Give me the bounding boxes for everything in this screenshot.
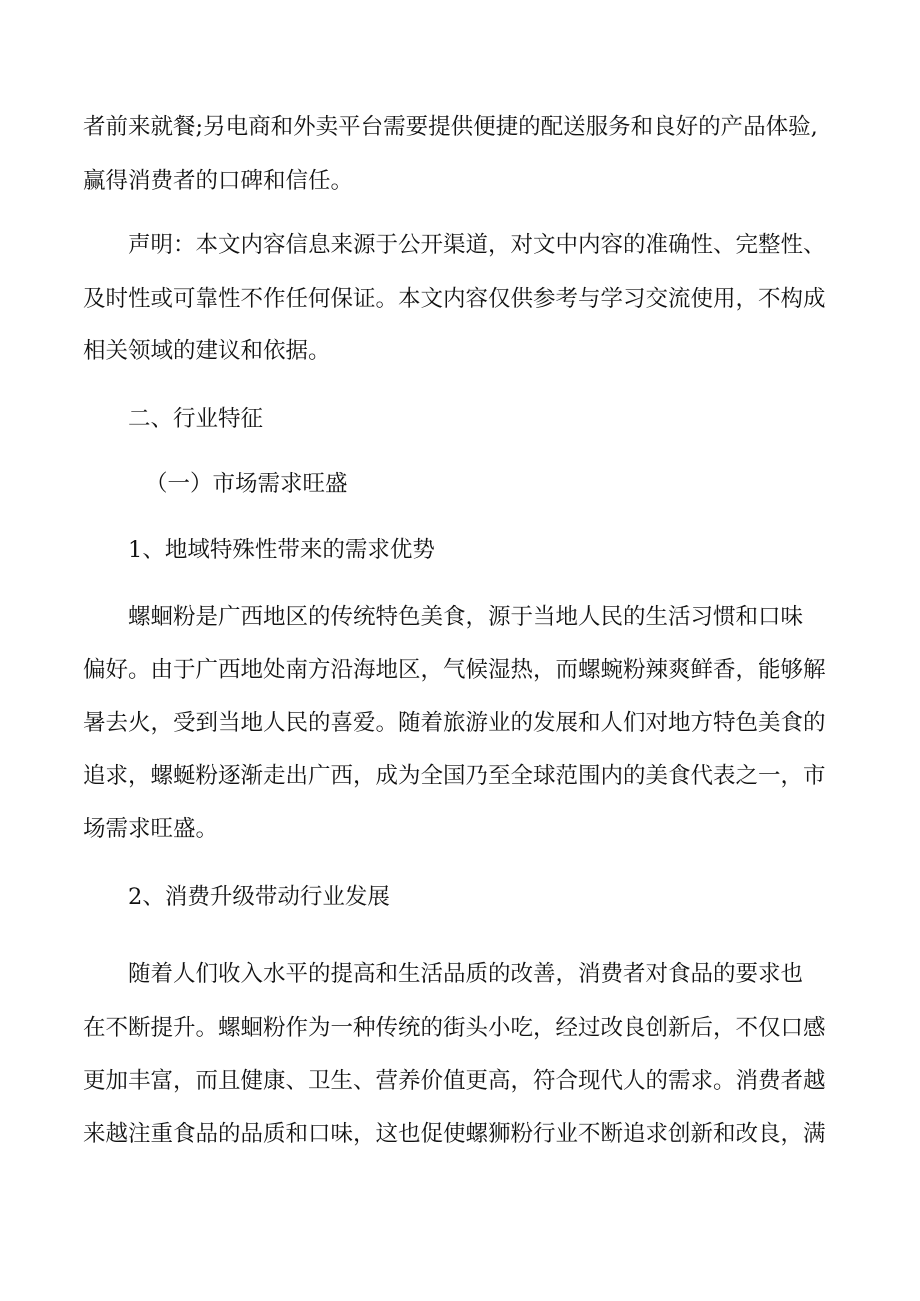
subsection-heading: （一）市场需求旺盛 [145,471,348,497]
paragraph-3-line-1: 随着人们收入水平的提高和生活品质的改善，消费者对食品的要求也 [128,961,804,987]
paragraph-2-line-2: 偏好。由于广西地处南方沿海地区，气候湿热，而螺蜿粉辣爽鲜香，能够解 [83,657,826,683]
disclaimer-line-2: 及时性或可靠性不作任何保证。本文内容仅供参考与学习交流使用，不构成 [83,286,826,312]
paragraph-3-line-2: 在不断提升。螺蛔粉作为一种传统的街头小吃，经过改良创新后，不仅口感 [83,1015,826,1041]
paragraph-1-line-1: 者前来就餐;另电商和外卖平台需要提供便捷的配送服务和良好的产品体验, [83,114,818,140]
paragraph-2-line-5: 场需求旺盛。 [83,816,219,842]
paragraph-2-line-3: 暑去火，受到当地人民的喜爱。随着旅游业的发展和人们对地方特色美食的 [83,710,826,736]
paragraph-1-line-2: 赢得消费者的口碑和信任。 [83,168,354,194]
disclaimer-line-3: 相关领域的建议和依据。 [83,338,331,364]
paragraph-2-line-4: 追求，螺蜒粉逐渐走出广西，成为全国乃至全球范围内的美食代表之一，市 [83,763,826,789]
item-1-heading: 1、地域特殊性带来的需求优势 [128,537,435,563]
item-2-heading: 2、消费升级带动行业发展 [128,884,390,910]
disclaimer-line-1: 声明：本文内容信息来源于公开渠道，对文中内容的准确性、完整性、 [128,232,826,258]
paragraph-2-line-1: 螺蛔粉是广西地区的传统特色美食，源于当地人民的生活习惯和口味 [128,604,804,630]
paragraph-3-line-4: 来越注重食品的品质和口味，这也促使螺狮粉行业不断追求创新和改良，满 [83,1121,826,1147]
section-heading: 二、行业特征 [128,406,264,432]
paragraph-3-line-3: 更加丰富，而且健康、卫生、营养价值更高，符合现代人的需求。消费者越 [83,1068,826,1094]
